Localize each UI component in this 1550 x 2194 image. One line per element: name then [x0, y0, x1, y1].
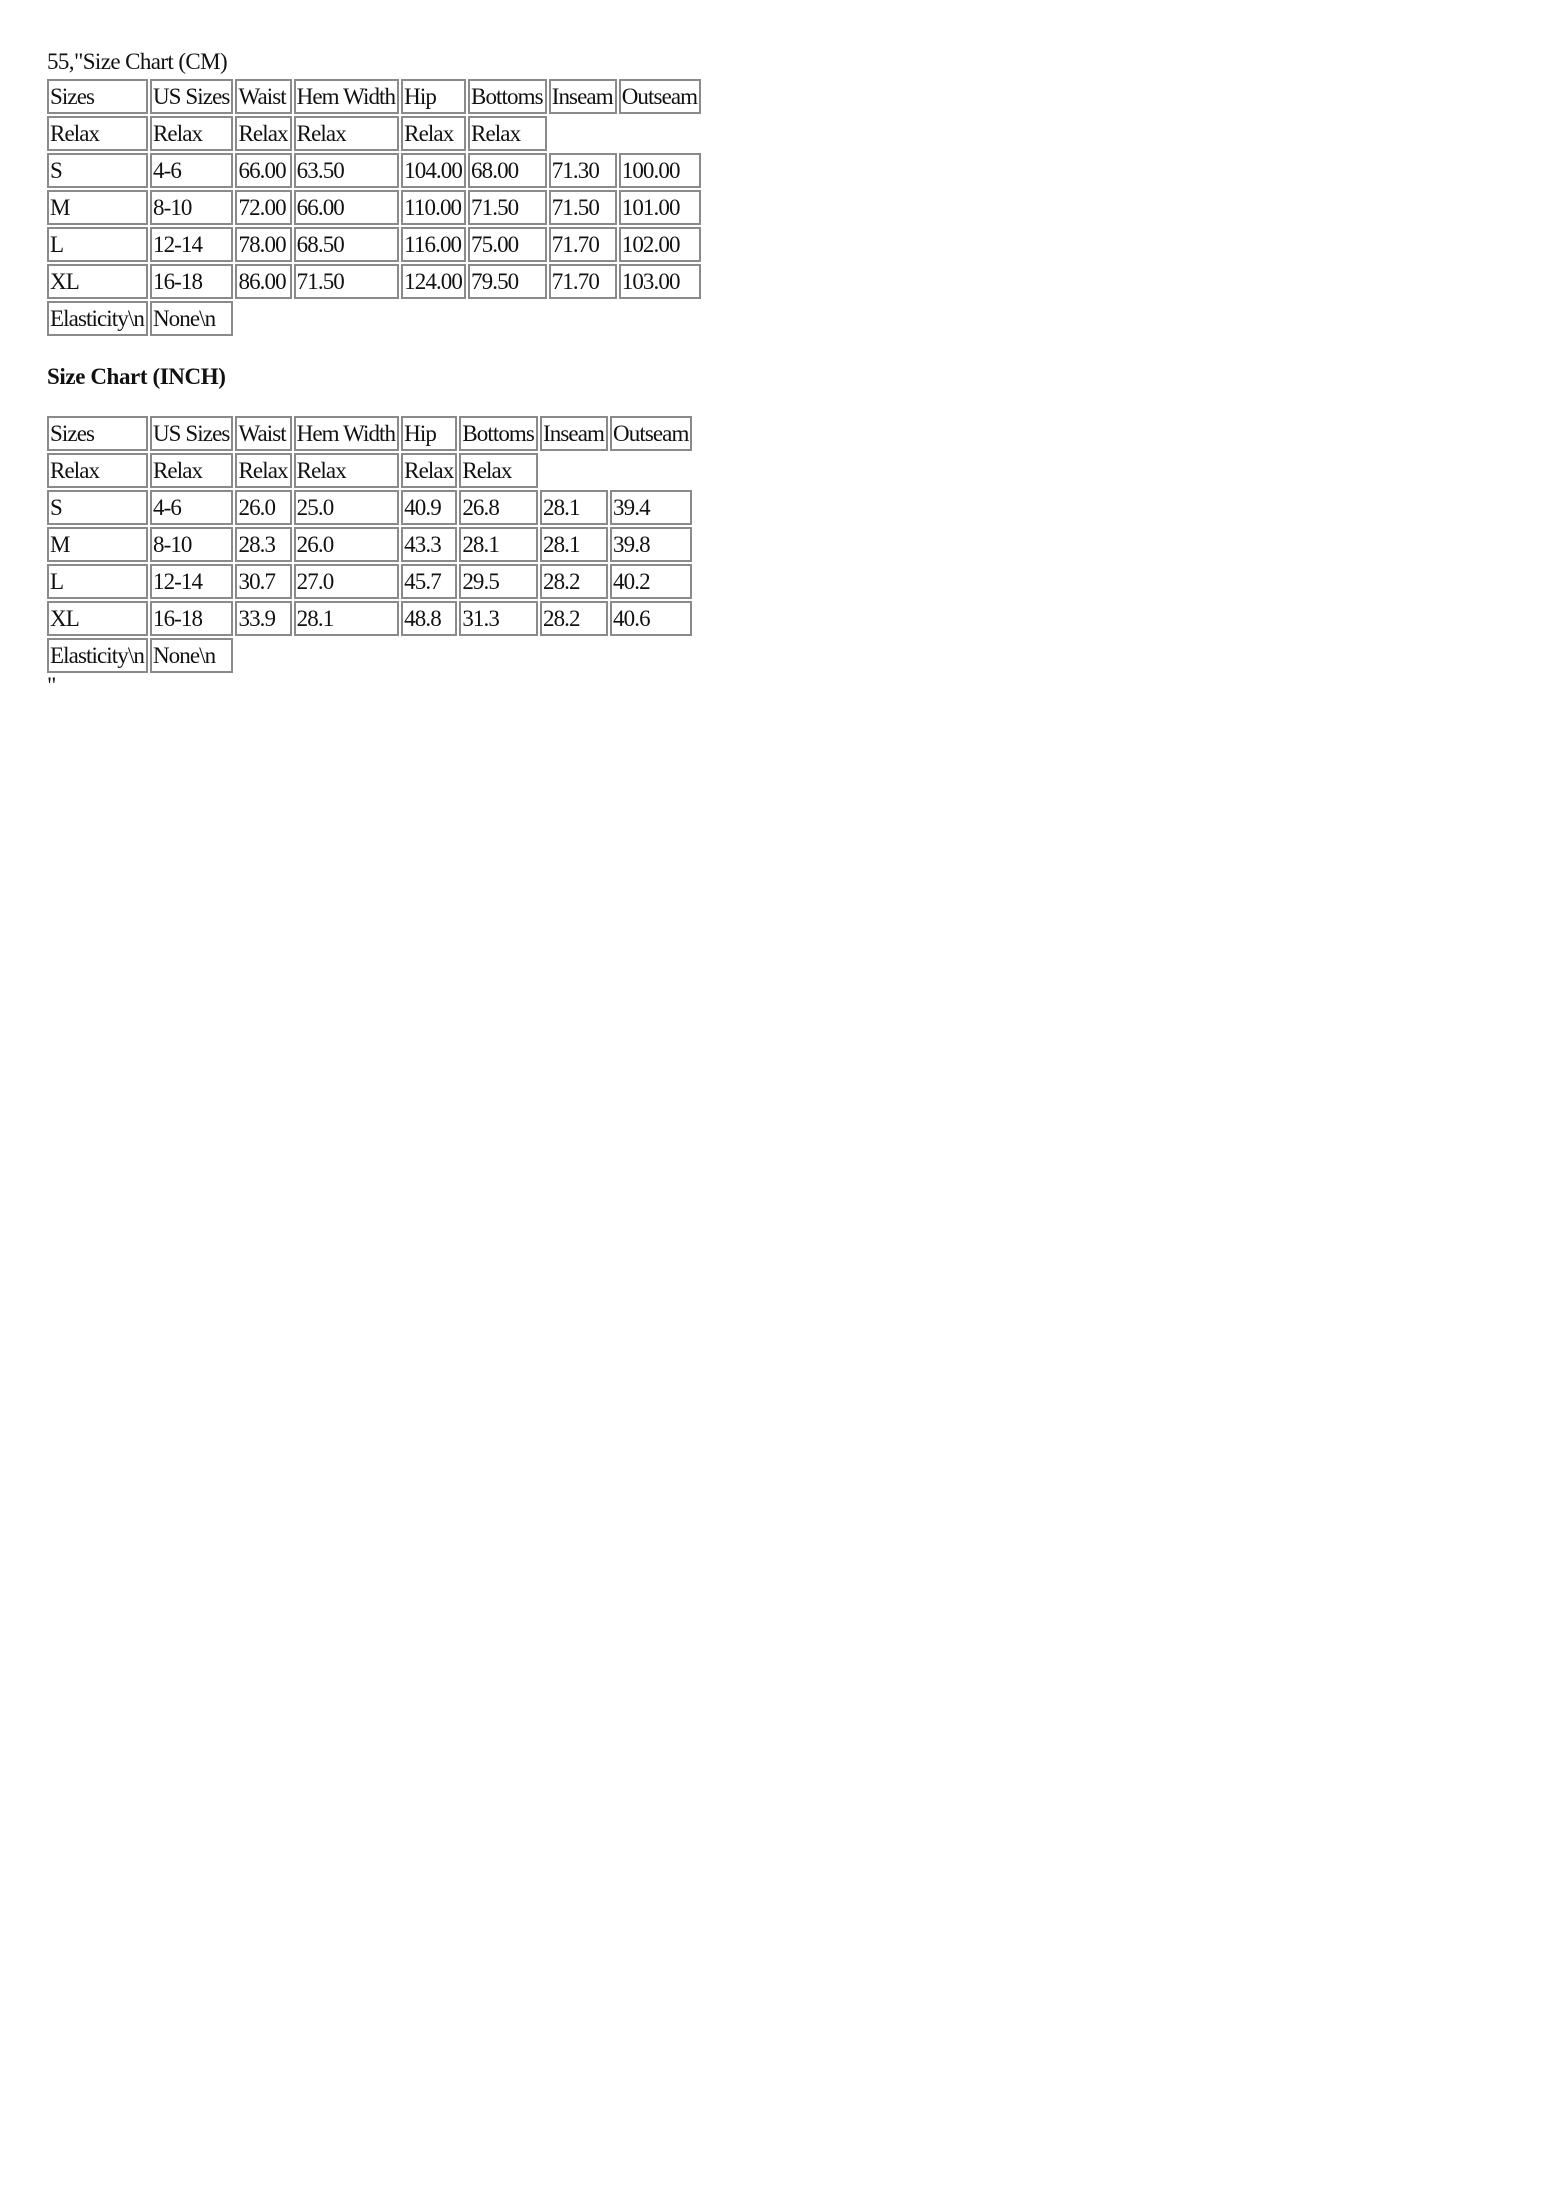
table-cell: 66.00 [294, 190, 400, 225]
size-chart-cm-title: 55,"Size Chart (CM) [47, 49, 228, 74]
fit-row [47, 453, 692, 488]
table-cell: 71.70 [549, 264, 617, 299]
table-cell: Relax [235, 453, 291, 488]
header-cell-sizes: Sizes [47, 79, 148, 114]
empty-cell [459, 638, 538, 673]
table-row [47, 227, 701, 262]
table-cell: S [47, 490, 148, 525]
table-header-row [47, 79, 701, 114]
table-cell: Relax [401, 116, 466, 151]
table-cell: 78.00 [235, 227, 291, 262]
elasticity-row [47, 301, 701, 336]
table-cell: Elasticity\n [47, 638, 148, 673]
table-cell: 8-10 [150, 190, 234, 225]
table-cell: None\n [150, 638, 234, 673]
table-cell: 16-18 [150, 601, 234, 636]
table-cell: 39.4 [610, 490, 692, 525]
table-cell: 72.00 [235, 190, 291, 225]
table-cell: None\n [150, 301, 234, 336]
table-cell: Relax [150, 116, 234, 151]
header-cell-inseam: Inseam [540, 416, 608, 451]
table-cell: 4-6 [150, 153, 234, 188]
header-cell-hip: Hip [401, 79, 466, 114]
table-cell: 28.1 [459, 527, 538, 562]
table-cell: 71.50 [468, 190, 547, 225]
table-cell: 43.3 [401, 527, 457, 562]
header-cell-us-sizes: US Sizes [150, 416, 234, 451]
empty-cell [294, 301, 400, 336]
empty-cell [235, 301, 291, 336]
table-row [47, 527, 692, 562]
header-cell-hip: Hip [401, 416, 457, 451]
empty-cell [468, 301, 547, 336]
table-cell: S [47, 153, 148, 188]
table-cell: Relax [294, 453, 400, 488]
header-cell-us-sizes: US Sizes [150, 79, 234, 114]
table-cell: 28.2 [540, 601, 608, 636]
table-cell: 71.70 [549, 227, 617, 262]
table-cell: 12-14 [150, 227, 234, 262]
table-cell: 100.00 [619, 153, 701, 188]
header-cell-bottoms: Bottoms [468, 79, 547, 114]
table-cell: 26.0 [294, 527, 400, 562]
table-cell: Elasticity\n [47, 301, 148, 336]
closing-quote-mark: " [47, 673, 57, 698]
empty-cell [610, 638, 692, 673]
table-cell: 45.7 [401, 564, 457, 599]
table-cell: 28.1 [294, 601, 400, 636]
empty-cell [235, 638, 291, 673]
table-cell: 40.9 [401, 490, 457, 525]
table-row [47, 490, 692, 525]
size-chart-inch-title: Size Chart (INCH) [47, 364, 226, 389]
header-cell-waist: Waist [235, 79, 291, 114]
table-cell: Relax [459, 453, 538, 488]
table-cell: 26.0 [235, 490, 291, 525]
empty-cell [619, 301, 701, 336]
table-cell: 30.7 [235, 564, 291, 599]
table-cell: 16-18 [150, 264, 234, 299]
table-cell: Relax [235, 116, 291, 151]
empty-cell [610, 453, 692, 488]
empty-cell [540, 453, 608, 488]
table-cell: 28.1 [540, 490, 608, 525]
table-row [47, 153, 701, 188]
header-cell-outseam: Outseam [610, 416, 692, 451]
empty-cell [401, 301, 466, 336]
table-cell: Relax [294, 116, 400, 151]
table-cell: 39.8 [610, 527, 692, 562]
table-cell: 104.00 [401, 153, 466, 188]
table-cell: Relax [47, 453, 148, 488]
table-cell: 102.00 [619, 227, 701, 262]
table-cell: 31.3 [459, 601, 538, 636]
table-cell: 63.50 [294, 153, 400, 188]
table-row [47, 264, 701, 299]
table-cell: 48.8 [401, 601, 457, 636]
table-cell: 40.2 [610, 564, 692, 599]
table-header-row [47, 416, 692, 451]
table-cell: 33.9 [235, 601, 291, 636]
header-cell-sizes: Sizes [47, 416, 148, 451]
empty-cell [294, 638, 400, 673]
table-cell: 103.00 [619, 264, 701, 299]
table-cell: 27.0 [294, 564, 400, 599]
header-cell-inseam: Inseam [549, 79, 617, 114]
table-cell: 110.00 [401, 190, 466, 225]
size-chart-cm-table [45, 77, 703, 338]
table-cell: 40.6 [610, 601, 692, 636]
table-cell: 124.00 [401, 264, 466, 299]
table-cell: XL [47, 264, 148, 299]
table-row [47, 564, 692, 599]
table-cell: 12-14 [150, 564, 234, 599]
size-chart-inch-table [45, 414, 694, 675]
header-cell-outseam: Outseam [619, 79, 701, 114]
empty-cell [619, 116, 701, 151]
table-cell: Relax [150, 453, 234, 488]
table-cell: 71.50 [549, 190, 617, 225]
table-cell: 28.3 [235, 527, 291, 562]
table-cell: 75.00 [468, 227, 547, 262]
table-cell: M [47, 527, 148, 562]
table-cell: 4-6 [150, 490, 234, 525]
elasticity-row [47, 638, 692, 673]
header-cell-bottoms: Bottoms [459, 416, 538, 451]
table-cell: 25.0 [294, 490, 400, 525]
header-cell-waist: Waist [235, 416, 291, 451]
table-cell: 71.30 [549, 153, 617, 188]
table-cell: 101.00 [619, 190, 701, 225]
table-cell: M [47, 190, 148, 225]
table-cell: 28.1 [540, 527, 608, 562]
table-cell: 29.5 [459, 564, 538, 599]
table-cell: 79.50 [468, 264, 547, 299]
table-cell: 71.50 [294, 264, 400, 299]
empty-cell [549, 301, 617, 336]
table-cell: Relax [47, 116, 148, 151]
document-page [47, 47, 1447, 697]
fit-row [47, 116, 701, 151]
table-row [47, 190, 701, 225]
table-cell: 28.2 [540, 564, 608, 599]
empty-cell [401, 638, 457, 673]
table-cell: L [47, 227, 148, 262]
table-cell: 116.00 [401, 227, 466, 262]
table-cell: 68.00 [468, 153, 547, 188]
table-cell: 86.00 [235, 264, 291, 299]
table-cell: 68.50 [294, 227, 400, 262]
header-cell-hem-width: Hem Width [294, 416, 400, 451]
empty-cell [549, 116, 617, 151]
empty-cell [540, 638, 608, 673]
table-cell: Relax [468, 116, 547, 151]
table-cell: 26.8 [459, 490, 538, 525]
table-row [47, 601, 692, 636]
table-cell: L [47, 564, 148, 599]
table-cell: 66.00 [235, 153, 291, 188]
header-cell-hem-width: Hem Width [294, 79, 400, 114]
table-cell: Relax [401, 453, 457, 488]
table-cell: XL [47, 601, 148, 636]
table-cell: 8-10 [150, 527, 234, 562]
